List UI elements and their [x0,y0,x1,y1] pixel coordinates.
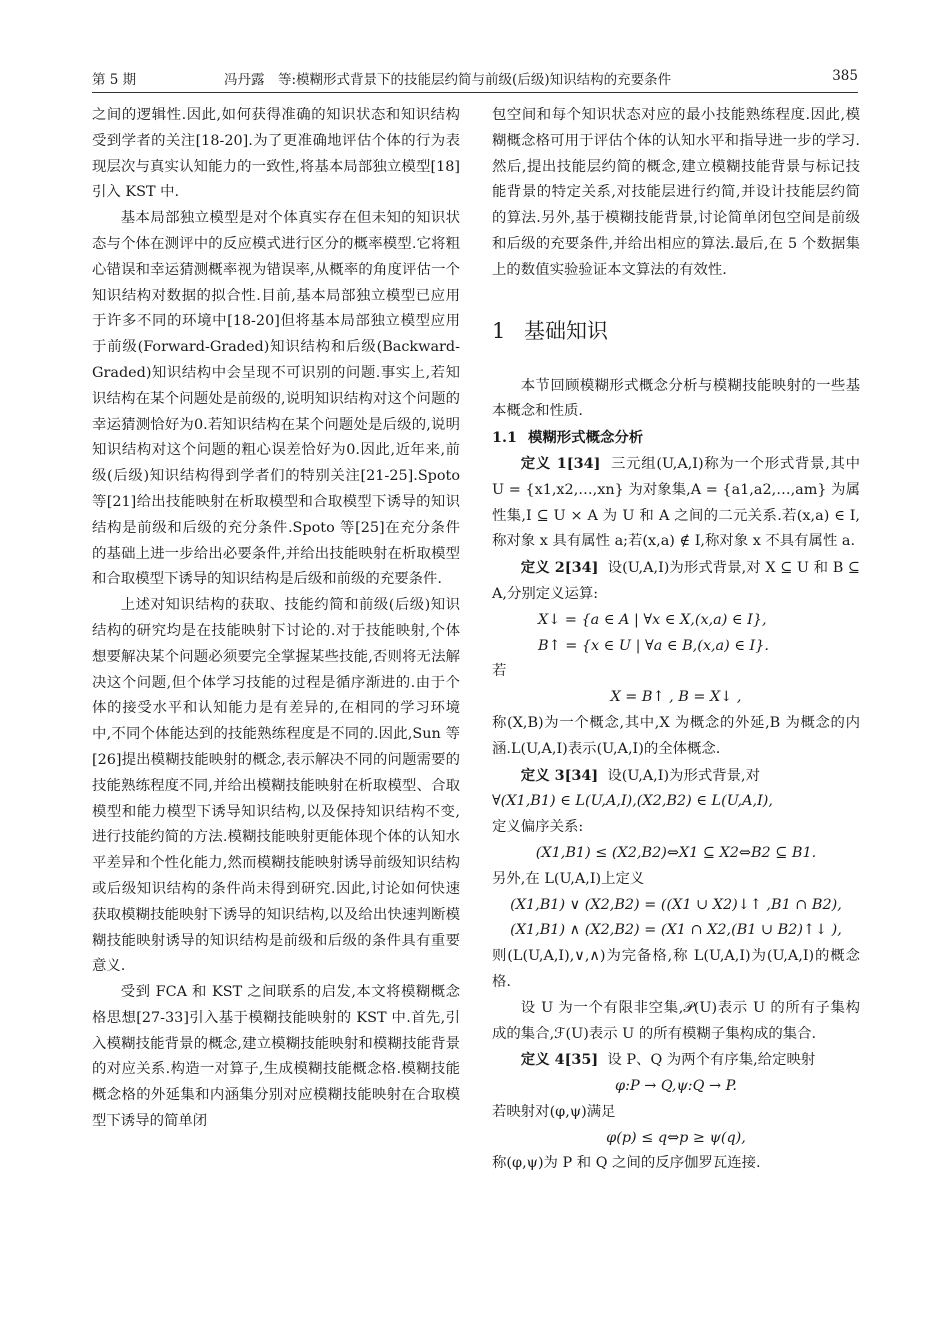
paragraph: 之间的逻辑性.因此,如何获得准确的知识状态和知识结构受到学者的关注[18-20].为了更准确地评估个体的行为表现层次与真实认知能力的一致性,将基本局部独立模型[18]引入 KST 中. [92,107,460,201]
paragraph: 上述对知识结构的获取、技能约简和前级(后级)知识结构的研究均是在技能映射下讨论的.对于技能映射,个体想要解决某个问题必须要完全掌握某些技能,否则将无法解决这个问题,但个体学习技能的过程是循序渐进的.由于个体的接受水平和认知能力是有差异的,在相同的学习环境中,不同个体能达到的技能熟练程度是不同的.因此,Sun 等[26]提出模糊技能映射的概念,表示解决不同的问题需要的技能熟练程度不同,并给出模糊技能映射在析取模型、合取模型和能力模型下诱导知识结构,以及保持知识结构不变,进行技能约简的方法.模糊技能映射更能体现个体的认知水平差异和个性化能力,然而模糊技能映射诱导前级知识结构或后级知识结构的条件尚未得到研究.因此,讨论如何快速获取模糊技能映射下诱导的知识结构,以及给出快速判断模糊技能映射诱导的知识结构是前级和后级的条件具有重要意义. [92,597,460,975]
subsection-heading [492,425,860,451]
paragraph: 包空间和每个知识状态对应的最小技能熟练程度.因此,模糊概念格可用于评估个体的认知水平和指导进一步的学习.然后,提出技能层约简的概念,建立模糊技能背景与标记技能背景的特定关系,对技能层进行约简,并设计技能层约简的算法.另外,基于模糊技能背景,讨论简单闭包空间是前级和后级的充要条件,并给出相应的算法.最后,在 5 个数据集上的数值实验验证本文算法的有效性. [492,107,860,278]
subsection-title: 模糊形式概念分析 [528,429,644,447]
equation: (X1,B1) ∧ (X2,B2) = (X1 ∩ X2,(B1 ∪ B2)↑↓ ), [510,922,842,939]
paragraph: 设 U 为一个有限非空集,𝒫(U)表示 U 的所有子集构成的集合,ℱ(U)表示 U 的所有模糊子集构成的集合. [492,999,860,1042]
equation: (X1,B1) ≤ (X2,B2)⇔X1 ⊆ X2⇔B2 ⊆ B1. [535,844,817,861]
equation: φ:P → Q,ψ:Q → P. [615,1078,737,1095]
running-title: 冯丹露 等:模糊形式背景下的技能层约简与前级(后级)知识结构的充要条件 [224,72,672,88]
running-header [92,68,858,92]
definition-3 [492,763,860,790]
definition-text: 三元组(U,A,I)称为一个形式背景,其中 U = {x1,x2,…,xn} 为对象集,A = {a1,a2,…,am} 为属性集,I ⊆ U × A 为 U 和 A 之间的二元关系.若(x,a) ∈ I,称对象 x 具有属性 a;若(x,a) ∉ I,称对象 x 不具有属性 a. [492,455,860,550]
definition-text: 设(U,A,I)为形式背景,对 [607,767,760,784]
section-number: 1 [492,318,506,343]
text-line: 若映射对(φ,ψ)满足 [492,1103,616,1120]
page-number: 385 [832,68,858,84]
paragraph: 称(φ,ψ)为 P 和 Q 之间的反序伽罗瓦连接. [492,1155,761,1172]
paragraph: 受到 FCA 和 KST 之间联系的启发,本文将模糊概念格思想[27-33]引入基于模糊技能映射的 KST 中.首先,引入模糊技能背景的概念,建立模糊技能映射和模糊技能背景的对应关系.构造一对算子,生成模糊技能概念格.模糊技能概念格的外延集和内涵集分别对应模糊技能映射在合取模型下诱导的简单闭 [92,984,460,1130]
text-line: 另外,在 L(U,A,I)上定义 [492,870,645,887]
definition-text: 设 P、Q 为两个有序集,给定映射 [607,1052,816,1069]
paragraph: 称(X,B)为一个概念,其中,X 为概念的外延,B 为概念的内涵.L(U,A,I)表示(U,A,I)的全体概念. [492,714,860,757]
section-title: 基础知识 [524,318,608,343]
header-rule [92,92,858,93]
paragraph: 基本局部独立模型是对个体真实存在但未知的知识状态与个体在测评中的反应模式进行区分的概率模型.它将粗心错误和幸运猜测概率视为错误率,从概率的角度评估一个知识结构对数据的拟合性.目前,基本局部独立模型已应用于许多不同的环境中[18-20]但将基本局部独立模型应用于前级(Forward-Graded)知识结构和后级(Backward-Graded)知识结构中会呈现不可识别的问题.事实上,若知识结构在某个问题处是前级的,说明知识结构对这个问题的幸运猜测恰好为0.若知识结构在某个问题处是后级的,说明知识结构对这个问题的粗心误差恰好为0.因此,近年来,前级(后级)知识结构得到学者们的特别关注[21-25].Spoto 等[21]给出技能映射在析取模型和合取模型下诱导的知识结构是前级和后级的充分条件.Spoto 等[25]在充分条件的基础上进一步给出必要条件,并给出技能映射在析取模型和合取模型下诱导的知识结构是后级和前级的充要条件. [92,210,460,588]
definition-2 [492,555,860,608]
equation: X = B↑ , B = X↓ , [610,689,742,706]
equation: (X1,B1) ∨ (X2,B2) = ((X1 ∪ X2)↓↑ ,B1 ∩ B2), [510,896,842,913]
left-column [92,103,460,1135]
text-line: 若 [492,663,507,680]
equation: φ(p) ≤ q⇔p ≥ ψ(q), [606,1129,746,1146]
definition-text: 设(U,A,I)为形式背景,对 X ⊆ U 和 B ⊆ A,分别定义运算: [492,560,860,602]
right-column [492,103,860,1177]
definition-label: 定义 1[34] [520,454,601,472]
definition-label: 定义 3[34] [520,766,599,784]
paragraph: 本节回顾模糊形式概念分析与模糊技能映射的一些基本概念和性质. [492,377,860,420]
equation: ∀(X1,B1) ∈ L(U,A,I),(X2,B2) ∈ L(U,A,I), [492,793,773,810]
section-heading [492,316,860,346]
text-line: 定义偏序关系: [492,819,584,836]
definition-label: 定义 2[34] [520,559,599,577]
definition-4 [492,1047,860,1074]
subsection-number: 1.1 [492,429,518,447]
definition-label: 定义 4[35] [520,1051,599,1069]
paragraph: 则(L(U,A,I),∨,∧)为完备格,称 L(U,A,I)为(U,A,I)的概念格. [492,948,860,990]
definition-1 [492,451,860,555]
issue-number: 第 5 期 [92,72,137,88]
equation: X↓ = {a ∈ A | ∀x ∈ X,(x,a) ∈ I}, [538,611,767,628]
equation: B↑ = {x ∈ U | ∀a ∈ B,(x,a) ∈ I}. [538,637,769,654]
